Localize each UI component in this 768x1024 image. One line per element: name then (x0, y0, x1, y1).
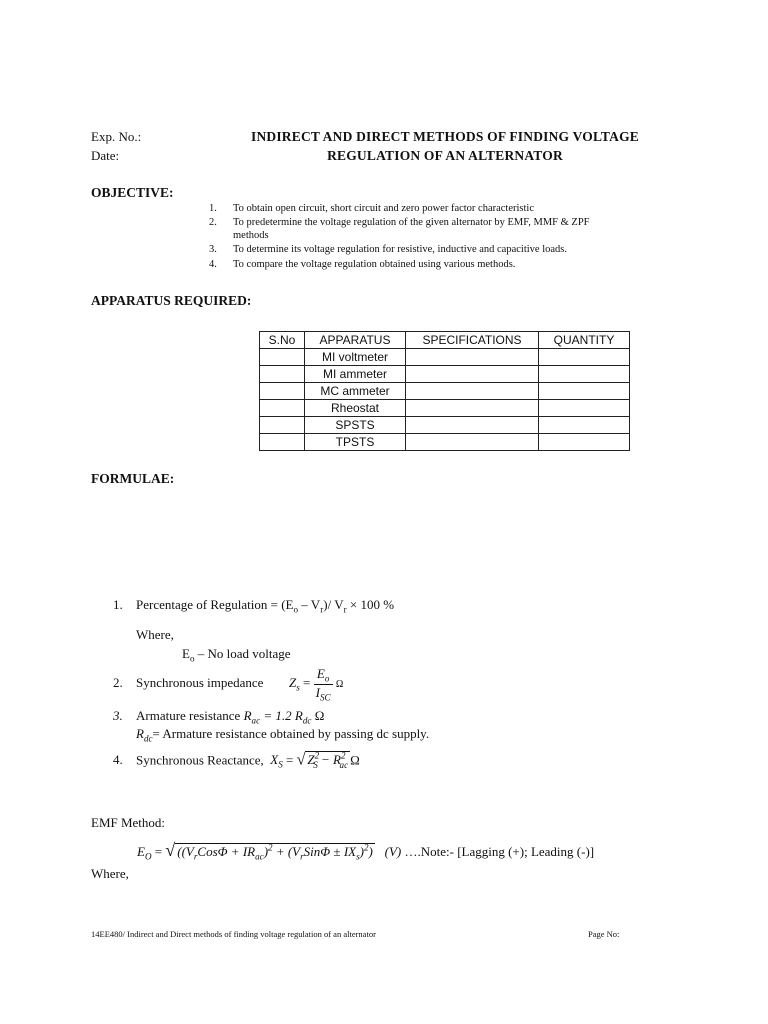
rdc-definition: $R_{dc}=$ Armature resistance obtained by passing dc supply. (136, 726, 430, 744)
apparatus-cell: MI voltmeter (305, 349, 406, 366)
footer-course-text: 14EE480/ Indirect and Direct methods of finding voltage regulation of an alternator (91, 929, 376, 939)
table-header-row (260, 332, 630, 349)
footer-page-number: Page No: (588, 929, 620, 939)
table-row (260, 383, 630, 400)
table-row (260, 417, 630, 434)
column-header: QUANTITY (539, 332, 630, 349)
objective-heading: OBJECTIVE: (91, 185, 174, 200)
where-label: Where, (136, 627, 174, 642)
table-row (260, 366, 630, 383)
objective-item-continuation: methods (233, 230, 269, 241)
objective-item: 4. To compare the voltage regulation obtained using various methods. (209, 259, 516, 270)
objective-item: 2. To predetermine the voltage regulation of the given alternator by EMF, MMF & ZPF (209, 217, 590, 228)
formula-3: 3. Armature resistance $R_{ac} = 1.2$ $R_{dc}$ Ω (113, 708, 325, 726)
emf-method-heading: EMF Method: (91, 815, 166, 830)
apparatus-cell: MI ammeter (305, 366, 406, 383)
page-title-line2: REGULATION OF AN ALTERNATOR (327, 148, 563, 163)
page-title-line1: INDIRECT AND DIRECT METHODS OF FINDING VOLTAGE (250, 129, 639, 144)
column-header: APPARATUS (305, 332, 406, 349)
synchronous-impedance-equation: $Z_s$ = $\frac{E_o}{I_{SC}}$ Ω (289, 666, 344, 703)
apparatus-cell: SPSTS (305, 417, 406, 434)
apparatus-cell: Rheostat (305, 400, 406, 417)
emf-equation: $E_O$ = √ $((V_rCos\Phi + IR_{ac})^2 + (V_rSin\Phi \pm IX_s)^2)$ (V) ….Note:- [Lagging (+); Leading (-)] (137, 840, 595, 862)
apparatus-table (259, 331, 630, 451)
table-row (260, 434, 630, 451)
column-header: SPECIFICATIONS (406, 332, 539, 349)
table-row (260, 349, 630, 366)
objective-item: 3. To determine its voltage regulation for resistive, inductive and capacitive loads. (209, 244, 567, 255)
formula-4: 4. Synchronous Reactance, $X_S$ = √ $Z^2_S - R^2_{ac}$ Ω (113, 751, 360, 770)
eo-definition: $E_o$ – No load voltage (182, 646, 291, 664)
emf-where-label: Where, (91, 866, 129, 881)
apparatus-cell: TPSTS (305, 434, 406, 451)
apparatus-cell: MC ammeter (305, 383, 406, 400)
exp-no-label: Exp. No.: (91, 129, 142, 144)
formulae-heading: FORMULAE: (91, 471, 175, 486)
table-row (260, 400, 630, 417)
apparatus-heading: APPARATUS REQUIRED: (91, 293, 252, 308)
formula-1: 1. Percentage of Regulation = $(E_o - V_r)/$ $V_r \times 100$ % (113, 597, 395, 615)
objective-item: 1. To obtain open circuit, short circuit and zero power factor characteristic (209, 203, 535, 214)
formula-2: 2. Synchronous impedance (113, 675, 264, 690)
column-header: S.No (260, 332, 305, 349)
date-label: Date: (91, 148, 120, 163)
